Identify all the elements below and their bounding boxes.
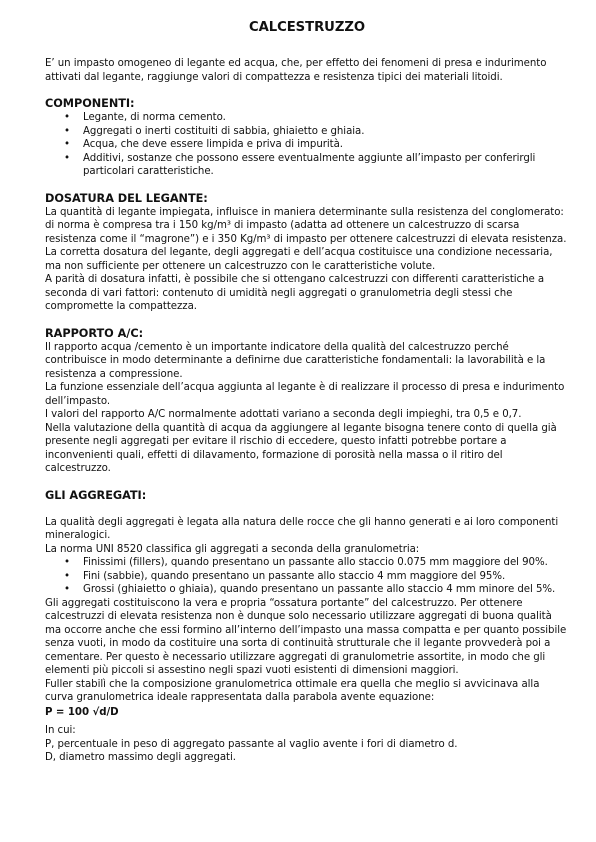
aggregati-paragraph: La qualità degli aggregati è legata alla natura delle rocce che gli hanno generati e ai loro componenti mineralogici. [45,516,559,541]
aggregati-paragraph: Gli aggregati costituiscono la vera e propria “ossatura portante” del calcestruzzo. Per ottenere calcestruzzi di elevata resistenza non è dunque solo necessario utilizzare aggregati di buona qualità ma occorre anche che essi formino all’interno dell’impasto una massa compatta e per quanto possibile senza vuoti, in modo da costituire una sorta di continuità strutturale che il legante provvederà poi a cementare. Per questo è necessario utilizzare aggregati di granulometrie assortite, in modo che gli elementi più piccoli si assestino negli spazi vuoti esistenti di dimensioni maggiori. [45,597,567,676]
fuller-formula: P = 100 √d/D [45,706,119,718]
list-item: • Additivi, sostanze che possono essere eventualmente aggiunte all’impasto per conferirgli particolari caratteristiche. [45,152,569,179]
aggregati-paragraph: Fuller stabilì che la composizione granulometrica ottimale era quella che meglio si avvicinava alla curva granulometrica ideale rappresentata dalla parabola avente equazione: [45,678,540,703]
definition-d: D, diametro massimo degli aggregati. [45,752,236,763]
document-title: CALCESTRUZZO [248,20,366,35]
aggregati-paragraph: La norma UNI 8520 classifica gli aggregati a seconda della granulometria: [45,543,420,555]
rapporto-paragraph: La funzione essenziale dell’acqua aggiunta al legante è di realizzare il processo di presa e indurimento dell’impasto. [45,382,565,407]
rapporto-paragraph: Il rapporto acqua /cemento è un importante indicatore della qualità del calcestruzzo perché contribuisce in modo determinante a definirne due caratteristiche fondamentali: la lavorabilità e la resistenza a compressione. [45,341,546,380]
intro-paragraph: E’ un impasto omogeneo di legante ed acqua, che, per effetto dei fenomeni di presa e indurimento attivati dal legante, raggiunge valori di compattezza e resistenza tipici dei materiali litoidi. [45,58,547,83]
componenti-list [45,111,569,179]
list-item: • Aggregati o inerti costituiti di sabbia, ghiaietto e ghiaia. [45,125,569,139]
in-cui-label: In cui: [45,725,76,736]
dosatura-heading: DOSATURA DEL LEGANTE: [45,191,208,205]
dosatura-paragraph: La quantità di legante impiegata, influisce in maniera determinante sulla resistenza del conglomerato: di norma è compresa tra i 150 kg/m³ di impasto (adatta ad ottenere un calcestruzzo di scarsa resistenza come il “magrone”) e i 350 Kg/m³ di impasto per ottenere calcestruzzi di elevata resistenza. [45,206,567,245]
dosatura-paragraph: La corretta dosatura del legante, degli aggregati e dell’acqua costituisce una condizione necessaria, ma non sufficiente per ottenere un calcestruzzo con le caratteristiche volute. [45,247,553,272]
componenti-heading: COMPONENTI: [45,97,135,110]
list-item: • Finissimi (fillers), quando presentano un passante allo staccio 0.075 mm maggiore del 90%. [45,556,569,570]
rapporto-paragraph: I valori del rapporto A/C normalmente adottati variano a seconda degli impieghi, tra 0,5 e 0,7. [45,409,522,420]
rapporto-paragraph: Nella valutazione della quantità di acqua da aggiungere al legante bisogna tenere conto di quella già presente negli aggregati per evitare il rischio di eccedere, questo infatti potrebbe portare a inconvenienti quali, effetti di dilavamento, formazione di porosità nella massa o il ritiro del calcestruzzo. [45,422,557,474]
list-item: • Legante, di norma cemento. [45,111,569,125]
list-item: • Acqua, che deve essere limpida e priva di impurità. [45,138,569,152]
list-item: • Grossi (ghiaietto o ghiaia), quando presentano un passante allo staccio 4 mm minore del 5%. [45,583,569,597]
definition-p: P, percentuale in peso di aggregato passante al vaglio avente i fori di diametro d. [45,738,458,750]
dosatura-paragraph: A parità di dosatura infatti, è possibile che si ottengano calcestruzzi con differenti caratteristiche a seconda di vari fattori: contenuto di umidità negli aggregati o granulometria degli stessi che compromette la compattezza. [45,274,545,312]
list-item: • Fini (sabbie), quando presentano un passante allo staccio 4 mm maggiore del 95%. [45,570,569,584]
aggregati-heading: GLI AGGREGATI: [45,488,147,502]
granulometria-list [45,556,569,597]
rapporto-heading: RAPPORTO A/C: [45,326,144,340]
